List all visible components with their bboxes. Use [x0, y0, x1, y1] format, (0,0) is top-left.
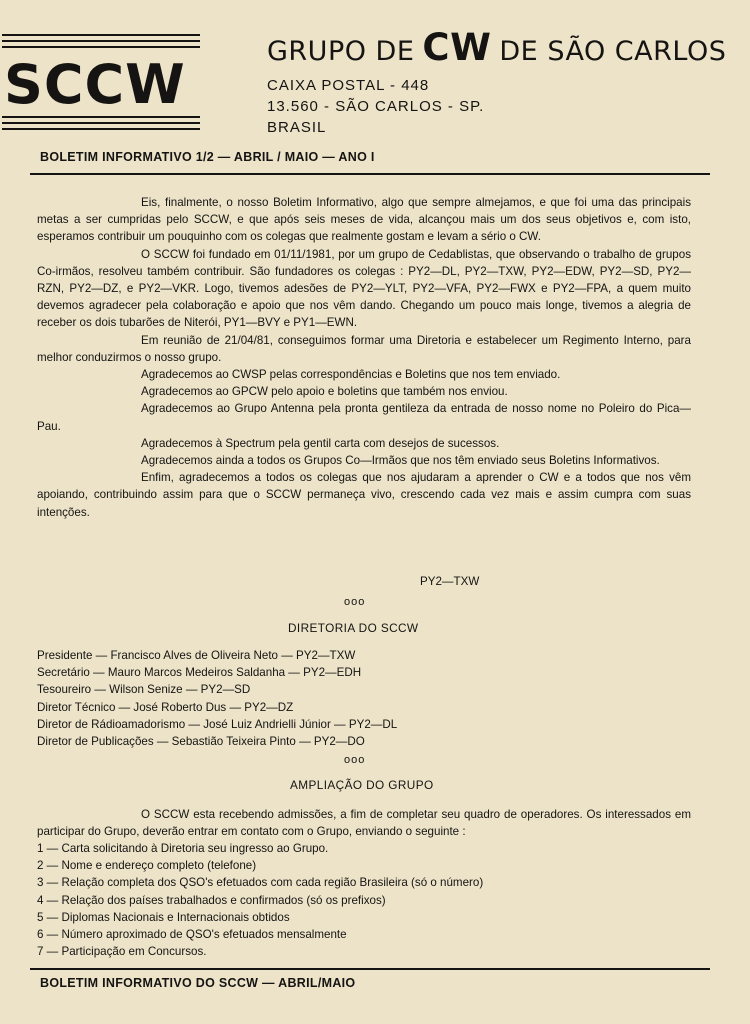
logo-rule — [2, 122, 200, 124]
member-line: Tesoureiro — Wilson Senize — PY2—SD — [37, 683, 251, 697]
footer-divider — [30, 968, 710, 970]
expansion-section — [37, 806, 691, 840]
footer-text: BOLETIM INFORMATIVO DO SCCW — ABRIL/MAIO — [40, 976, 356, 990]
member-line: Diretor Técnico — José Roberto Dus — PY2—DZ — [37, 700, 294, 714]
paragraph: Agradecemos ao GPCW pelo apoio e boletins que também nos enviou. — [141, 385, 508, 399]
directorate-heading: DIRETORIA DO SCCW — [288, 621, 419, 635]
list-item: 1 — Carta solicitando à Diretoria seu ingresso ao Grupo. — [37, 842, 329, 855]
paragraph: Enfim, agradecemos a todos os colegas que nos ajudaram a aprender o CW e a todos que nos vêm apoiando, contribuindo assim para que o SCCW permaneça vivo, crescendo cada vez mais e assim cumpra com suas intenções. — [37, 471, 691, 519]
requirements-list — [37, 840, 697, 960]
list-item: 5 — Diplomas Nacionais e Internacionais obtidos — [37, 910, 290, 924]
bulletin-header: BOLETIM INFORMATIVO 1/2 — ABRIL / MAIO — ANO I — [40, 150, 375, 164]
member-line: Presidente — Francisco Alves de Oliveira Neto — PY2—TXW — [37, 649, 356, 662]
paragraph: Agradecemos ao CWSP pelas correspondências e Boletins que nos tem enviado. — [141, 368, 561, 382]
logo-rule — [2, 116, 200, 118]
list-item: 2 — Nome e endereço completo (telefone) — [37, 859, 257, 873]
address-line-1: CAIXA POSTAL - 448 — [267, 77, 430, 94]
list-item: 4 — Relação dos países trabalhados e confirmados (só os prefixos) — [37, 893, 386, 907]
list-item: 6 — Número aproximado de QSO's efetuados mensalmente — [37, 928, 347, 942]
expansion-heading: AMPLIAÇÃO DO GRUPO — [290, 778, 434, 792]
logo-rule — [2, 128, 200, 130]
signature: PY2—TXW — [420, 575, 480, 588]
header-divider — [30, 173, 710, 175]
logo-rule — [2, 40, 200, 42]
paragraph: Agradecemos ainda a todos os Grupos Co—Irmãos que nos têm enviado seus Boletins Informativos. — [141, 454, 660, 468]
paragraph: Em reunião de 21/04/81, conseguimos formar uma Diretoria e estabelecer um Regimento Interno, para melhor conduzirmos o nosso grupo. — [37, 333, 691, 364]
logo-rule — [2, 46, 200, 48]
member-line: Diretor de Publicações — Sebastião Teixeira Pinto — PY2—DO — [37, 735, 365, 749]
separator: ooo — [344, 596, 366, 608]
directorate-list — [37, 647, 697, 750]
title-prefix: GRUPO DE — [267, 36, 415, 67]
intro-section — [37, 194, 691, 521]
paragraph: O SCCW esta recebendo admissões, a fim de completar seu quadro de operadores. Os interessados em participar do Grupo, deverão entrar em contato com o Grupo, enviando o seguinte : — [37, 808, 691, 839]
list-item: 7 — Participação em Concursos. — [37, 945, 207, 959]
title-suffix: DE SÃO CARLOS — [499, 36, 727, 67]
paragraph: O SCCW foi fundado em 01/11/1981, por um grupo de Cedablistas, que observando o trabalho de grupos Co-irmãos, resolveu também contribuir. São fundadores os colegas : PY2—DL, PY2—TXW, PY2—EDW, PY2—SD, PY2—RZN, PY2—DZ, e PY2—VKR. Logo, tivemos adesões de PY2—YLT, PY2—VFA, PY2—FWX e PY2—FPA, a quem muito devemos agradecer pela colaboração e apoio que nos vêm dando. Chegando um pouco mais longe, tivemos a alegria de receber os dois tubarões de Niterói, PY1—BVY e PY1—EWN. — [37, 247, 691, 330]
paragraph: Agradecemos à Spectrum pela gentil carta com desejos de sucessos. — [141, 436, 500, 450]
title-cw: CW — [422, 26, 492, 69]
paragraph: Agradecemos ao Grupo Antenna pela pronta gentileza da entrada de nosso nome no Poleiro do Pica—Pau. — [37, 402, 691, 433]
logo-text: SCCW — [4, 53, 186, 116]
paragraph: Eis, finalmente, o nosso Boletim Informativo, algo que sempre almejamos, e que foi uma das principais metas a ser cumpridas pelo SCCW, e que após seis meses de vida, alcançou mais um dos seus objetivos e, com isto, esperamos contribuir um pouquinho com os colegas que realmente gostam e levam a sério o CW. — [37, 196, 691, 244]
member-line: Secretário — Mauro Marcos Medeiros Saldanha — PY2—EDH — [37, 666, 362, 680]
sccw-logo — [2, 34, 200, 130]
member-line: Diretor de Rádioamadorismo — José Luiz Andrielli Júnior — PY2—DL — [37, 717, 398, 731]
address-line-2: 13.560 - SÃO CARLOS - SP. — [267, 98, 485, 115]
separator: ooo — [344, 754, 366, 766]
page-title — [267, 28, 726, 72]
address-line-3: BRASIL — [267, 119, 327, 136]
list-item: 3 — Relação completa dos QSO's efetuados com cada região Brasileira (só o número) — [37, 876, 484, 890]
logo-rule — [2, 34, 200, 36]
